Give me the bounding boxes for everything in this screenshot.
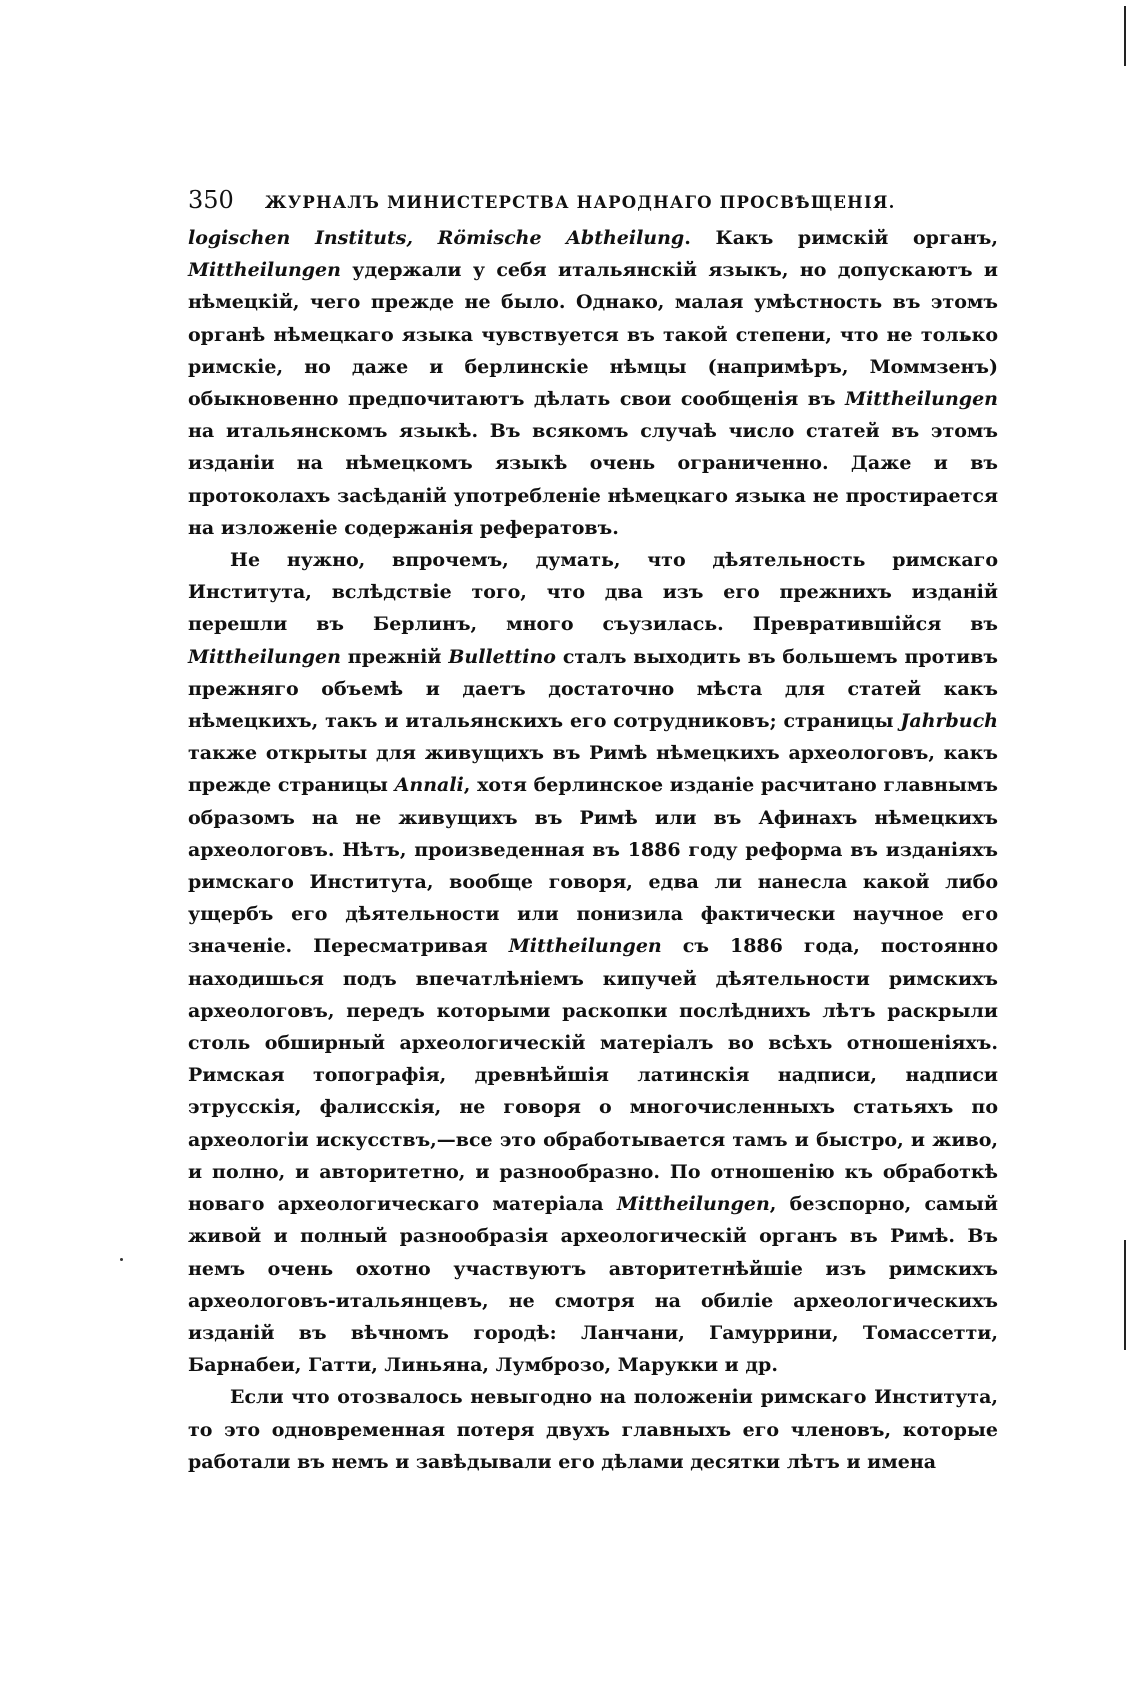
italic-term: Mittheilungen [845, 388, 998, 411]
page-header [188, 183, 998, 217]
italic-term: Bullettino [448, 645, 556, 668]
page-number: 350 [188, 186, 234, 214]
page-edge-line-top [1124, 6, 1126, 66]
print-speck [120, 1258, 123, 1261]
paragraph-1: logischen Instituts, Römische Abtheilung. Какъ римскій органъ, Mittheilungen удержали у себя итальянскій языкъ, но допускаютъ и нѣмецкій, чего прежде не было. Однако, малая умѣстность въ этомъ органѣ нѣмецкаго языка чувствуется въ такой степени, что не только римскіе, но даже и берлинскіе нѣмцы (напримѣръ, Моммзенъ) обыкновенно предпочитаютъ дѣлать свои сообщенія въ Mittheilungen на итальянскомъ языкѣ. Въ всякомъ случаѣ число статей въ этомъ изданіи на нѣмецкомъ языкѣ очень ограниченно. Даже и въ протоколахъ засѣданій употребленіе нѣмецкаго языка не простирается на изложеніе содержанія рефератовъ. [188, 227, 998, 539]
italic-term: Jahrbuch [900, 710, 998, 733]
paragraph-2: Не нужно, впрочемъ, думать, что дѣятельность римскаго Института, вслѣдствіе того, что два изъ его прежнихъ изданій перешли въ Берлинъ, много съузилась. Превратившійся въ Mittheilungen прежній Bullettino сталъ выходить въ большемъ противъ прежняго объемѣ и даетъ достаточно мѣста для статей какъ нѣмецкихъ, такъ и итальянскихъ его сотрудниковъ; страницы Jahrbuch также открыты для живущихъ въ Римѣ нѣмецкихъ археологовъ, какъ прежде страницы Annali, хотя берлинское изданіе расчитано главнымъ образомъ на не живущихъ въ Римѣ или въ Афинахъ нѣмецкихъ археологовъ. Нѣтъ, произведенная въ 1886 году реформа въ изданіяхъ римскаго Института, вообще говоря, едва ли нанесла какой либо ущербъ его дѣятельности или понизила фактически научное его значеніе. Пересматривая Mittheilungen съ 1886 года, постоянно находишься подъ впечатлѣніемъ кипучей дѣятельности римскихъ археологовъ, передъ которыми раскопки послѣднихъ лѣтъ раскрыли столь обширный археологическій матеріалъ во всѣхъ отношеніяхъ. Римская топографія, древнѣйшія латинскія надписи, надписи этрусскія, фалисскія, не говоря о многочисленныхъ статьяхъ по археологіи искусствъ,—все это обработывается тамъ и быстро, и живо, и полно, и авторитетно, и разнообразно. По отношенію къ обработкѣ новаго археологическаго матеріала Mittheilungen, безспорно, самый живой и полный разнообразія археологическій органъ въ Римѣ. Въ немъ очень охотно участвуютъ авторитетнѣйшіе изъ римскихъ археологовъ-итальянцевъ, не смотря на обиліе археологическихъ изданій въ вѣчномъ городѣ: Ланчани, Гамуррини, Томассетти, Барнабеи, Гатти, Линьяна, Лумброзо, Марукки и др. [188, 549, 998, 1377]
main-text [188, 222, 998, 1478]
page-edge-line-bottom [1124, 1240, 1126, 1350]
running-title: ЖУРНАЛЪ МИНИСТЕРСТВА НАРОДНАГО ПРОСВѢЩЕНІЯ. [264, 193, 896, 212]
paragraph-3: Если что отозвалось невыгодно на положеніи римскаго Института, то это одновременная потеря двухъ главныхъ его членовъ, которые работали въ немъ и завѣдывали его дѣлами десятки лѣтъ и имена [188, 1386, 998, 1473]
italic-term: logischen Instituts, Römische Abtheilung [188, 227, 685, 249]
italic-term: Mittheilungen [616, 1193, 770, 1216]
italic-term: Mittheilungen [508, 935, 662, 958]
italic-term: Annali [394, 774, 464, 797]
italic-term: Mittheilungen [188, 259, 341, 282]
italic-term: Mittheilungen [188, 645, 341, 668]
